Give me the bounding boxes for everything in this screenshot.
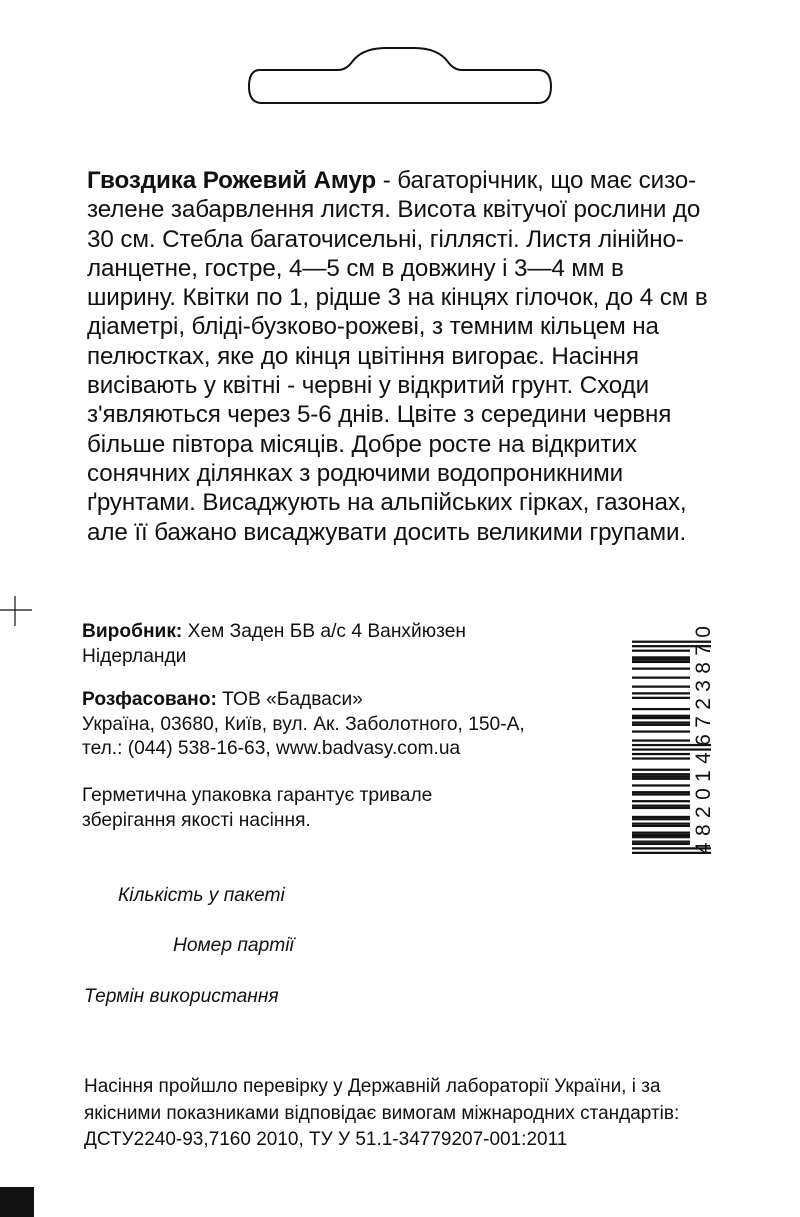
packer-info	[82, 688, 622, 762]
barcode-bar	[632, 793, 690, 795]
barcode-bar	[632, 668, 690, 670]
barcode-bar	[632, 748, 711, 750]
barcode-bar	[632, 753, 690, 755]
expiry-label: Термін використання	[84, 986, 279, 1007]
barcode-bar	[632, 692, 690, 694]
barcode-bar	[632, 721, 690, 723]
barcode-bar	[632, 769, 690, 771]
barcode-number: 4820146723870	[692, 626, 715, 854]
producer-name: Хем Заден БВ а/с 4 Ванхйюзен	[182, 621, 466, 642]
barcode-bar	[632, 739, 690, 741]
barcode-bar	[632, 656, 690, 658]
barcode-bar	[632, 836, 690, 838]
product-name: Гвоздика Рожевий Амур	[87, 167, 377, 194]
barcode-bar	[632, 650, 690, 652]
barcode-bar	[632, 708, 690, 710]
barcode-bar	[632, 800, 690, 802]
producer-info	[82, 620, 602, 669]
packer-contacts: тел.: (044) 538-16-63, www.badvasy.com.ua	[82, 738, 461, 759]
barcode-bar	[632, 843, 690, 845]
packer-address: Україна, 03680, Київ, вул. Ак. Заболотного, 150-А,	[82, 713, 525, 735]
barcode-bar	[632, 717, 690, 719]
product-description	[87, 166, 717, 547]
certification-line-2: якісними показниками відповідає вимогам міжнародних стандартів:	[84, 1102, 680, 1124]
barcode-bar	[632, 791, 690, 793]
description-text: - багаторічник, що має сизо-зелене забарвлення листя. Висота квітучої рослини до 30 см. Стебла багаточисельні, гіллясті. Листя лінійно-ланцетне, гостре, 4—5 см в довжину і 3—4 мм в ширину. Квітки по 1, рідше 3 на кінцях гілочок, до 4 см в діаметрі, бліді-бузково-рожеві, з темним кільцем на пелюстках, яке до кінця цвітіння вигорає. Насіння висівають у квітні - червні у відкритий грунт. Сходи з'являються через 5-6 днів. Цвіте з середини червня більше півтора місяців. Добре росте на відкритих сонячних ділянках з родючими водопроникними ґрунтами. Висаджують на альпійських гірках, газонах, але її бажано висаджувати досить великими групами.	[87, 167, 708, 546]
barcode-bar	[632, 715, 690, 717]
sealing-note-line-1: Герметична упаковка гарантує тривале	[82, 785, 433, 806]
barcode-bar	[632, 805, 690, 807]
barcode-bar	[632, 778, 690, 780]
barcode-bar	[632, 825, 690, 827]
barcode-bar	[632, 730, 690, 732]
barcode-bar	[632, 773, 690, 775]
barcode-bar	[632, 807, 690, 809]
producer-country: Нідерланди	[82, 645, 187, 667]
barcode-bar	[632, 841, 690, 843]
packer-label: Розфасовано:	[82, 689, 217, 710]
certification-line-1: Насіння пройшло перевірку у Державній лабораторії України, і за	[84, 1076, 661, 1097]
batch-number-label: Номер партії	[173, 935, 294, 956]
barcode-bar	[632, 641, 711, 643]
barcode-bar	[632, 686, 690, 688]
quantity-label: Кількість у пакеті	[118, 885, 285, 906]
barcode	[628, 622, 716, 858]
corner-registration-block	[0, 1187, 34, 1217]
barcode-bar	[632, 757, 690, 759]
barcode-bar	[632, 677, 690, 679]
sealing-note	[82, 784, 542, 833]
barcode-bar	[632, 818, 690, 820]
certification-note	[84, 1074, 734, 1154]
barcode-bar	[632, 775, 690, 777]
barcode-bar	[632, 816, 690, 818]
barcode-bar	[632, 724, 690, 726]
packer-name: ТОВ «Бадваси»	[216, 689, 363, 710]
barcode-bar	[632, 834, 690, 836]
barcode-bar	[632, 661, 690, 663]
barcode-bar	[632, 697, 690, 699]
sealing-note-line-2: зберігання якості насіння.	[82, 809, 311, 831]
hanger-slot-outline	[246, 44, 554, 106]
barcode-bar	[632, 823, 690, 825]
barcode-bar	[632, 784, 690, 786]
barcode-bar	[632, 832, 690, 834]
producer-label: Виробник:	[82, 621, 183, 642]
barcode-bar	[632, 659, 690, 661]
certification-line-3: ДСТУ2240-93,7160 2010, ТУ У 51.1-34779207-001:2011	[84, 1129, 568, 1150]
crop-mark	[0, 596, 34, 630]
